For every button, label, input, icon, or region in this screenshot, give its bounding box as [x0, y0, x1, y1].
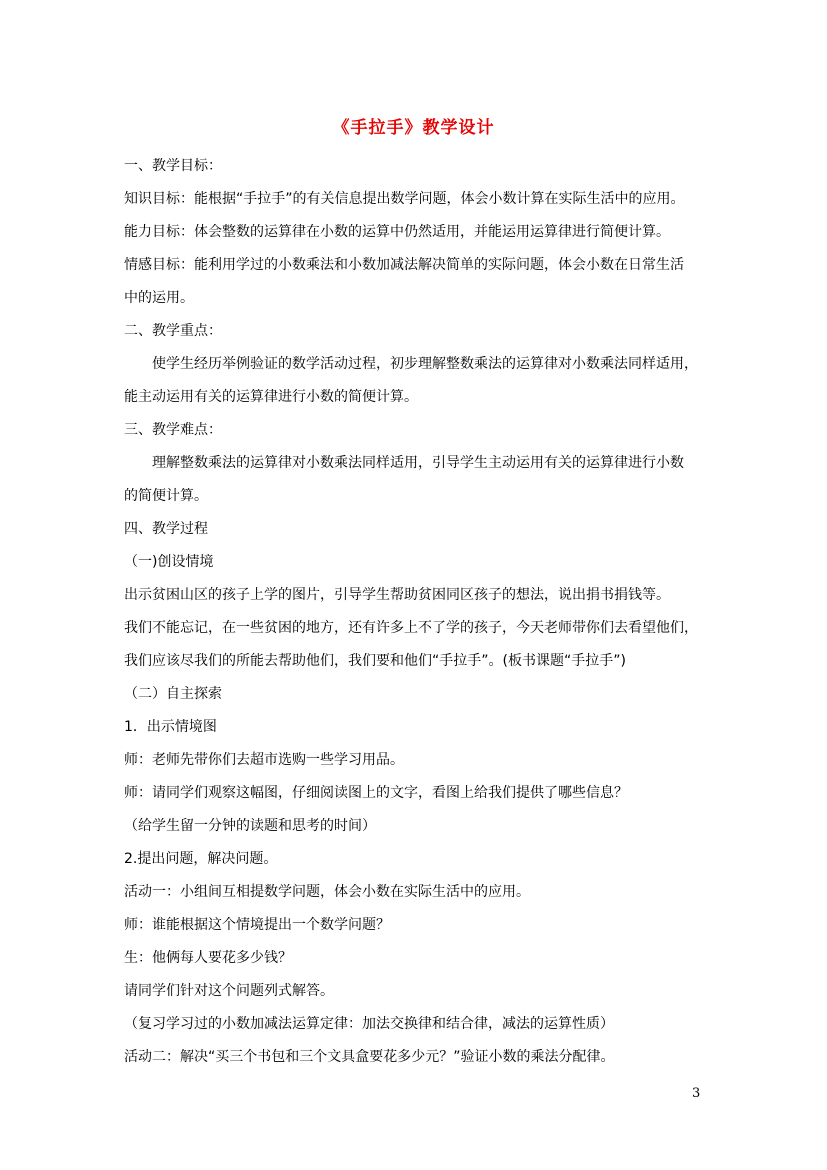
- heading-objectives: 一、教学目标：: [124, 158, 222, 174]
- paragraph-line: 能力目标：体会整数的运算律在小数的运算中仍然适用，并能运用运算律进行简便计算。: [124, 224, 670, 240]
- paragraph-line: 理解整数乘法的运算律对小数乘法同样适用，引导学生主动运用有关的运算律进行小数: [152, 455, 684, 471]
- paragraph-line: 师：老师先带你们去超市选购一些学习用品。: [124, 752, 404, 768]
- paragraph-line: 的简便计算。: [124, 488, 208, 504]
- paragraph-line: （复习学习过的小数加减法运算定律：加法交换律和结合律，减法的运算性质）: [124, 1016, 614, 1032]
- subheading-exploration: （二）自主探索: [124, 686, 222, 702]
- heading-key-points: 二、教学重点：: [124, 323, 222, 339]
- paragraph-line: 2.提出问题，解决问题。: [124, 851, 278, 867]
- heading-difficulties: 三、教学难点：: [124, 422, 222, 438]
- paragraph-line: 请同学们针对这个问题列式解答。: [124, 983, 334, 999]
- subheading-scenario: （一)创设情境: [124, 554, 214, 570]
- heading-process: 四、教学过程: [124, 521, 208, 537]
- paragraph-line: 生：他俩每人要花多少钱？: [124, 950, 292, 966]
- paragraph-line: 我们应该尽我们的所能去帮助他们，我们要和他们“手拉手”。(板书课题“手拉手”): [124, 653, 626, 669]
- paragraph-line: 出示贫困山区的孩子上学的图片，引导学生帮助贫困同区孩子的想法，说出捐书捐钱等。: [124, 587, 670, 603]
- paragraph-line: 师：请同学们观察这幅图，仔细阅读图上的文字，看图上给我们提供了哪些信息？: [124, 785, 628, 801]
- paragraph-line: 我们不能忘记，在一些贫困的地方，还有许多上不了学的孩子，今天老师带你们去看望他们，: [124, 620, 698, 636]
- paragraph-line: 师：谁能根据这个情境提出一个数学问题？: [124, 917, 390, 933]
- paragraph-line: 1．出示情境图: [124, 719, 217, 735]
- paragraph-line: （给学生留一分钟的读题和思考的时间）: [124, 818, 376, 834]
- paragraph-line: 中的运用。: [124, 290, 194, 306]
- document-title: 《手拉手》教学设计: [332, 118, 495, 138]
- paragraph-line: 使学生经历举例验证的数学活动过程，初步理解整数乘法的运算律对小数乘法同样适用，: [152, 356, 698, 372]
- paragraph-line: 情感目标：能利用学过的小数乘法和小数加减法解决简单的实际问题，体会小数在日常生活: [124, 257, 684, 273]
- page-number: 3: [692, 1086, 701, 1101]
- paragraph-line: 活动一：小组间互相提数学问题，体会小数在实际生活中的应用。: [124, 884, 530, 900]
- paragraph-line: 能主动运用有关的运算律进行小数的简便计算。: [124, 389, 418, 405]
- paragraph-line: 知识目标：能根据“手拉手”的有关信息提出数学问题，体会小数计算在实际生活中的应用。: [124, 191, 685, 207]
- document-body: [124, 150, 708, 1074]
- paragraph-line: 活动二：解决“买三个书包和三个文具盒要花多少元？”验证小数的乘法分配律。: [124, 1049, 615, 1065]
